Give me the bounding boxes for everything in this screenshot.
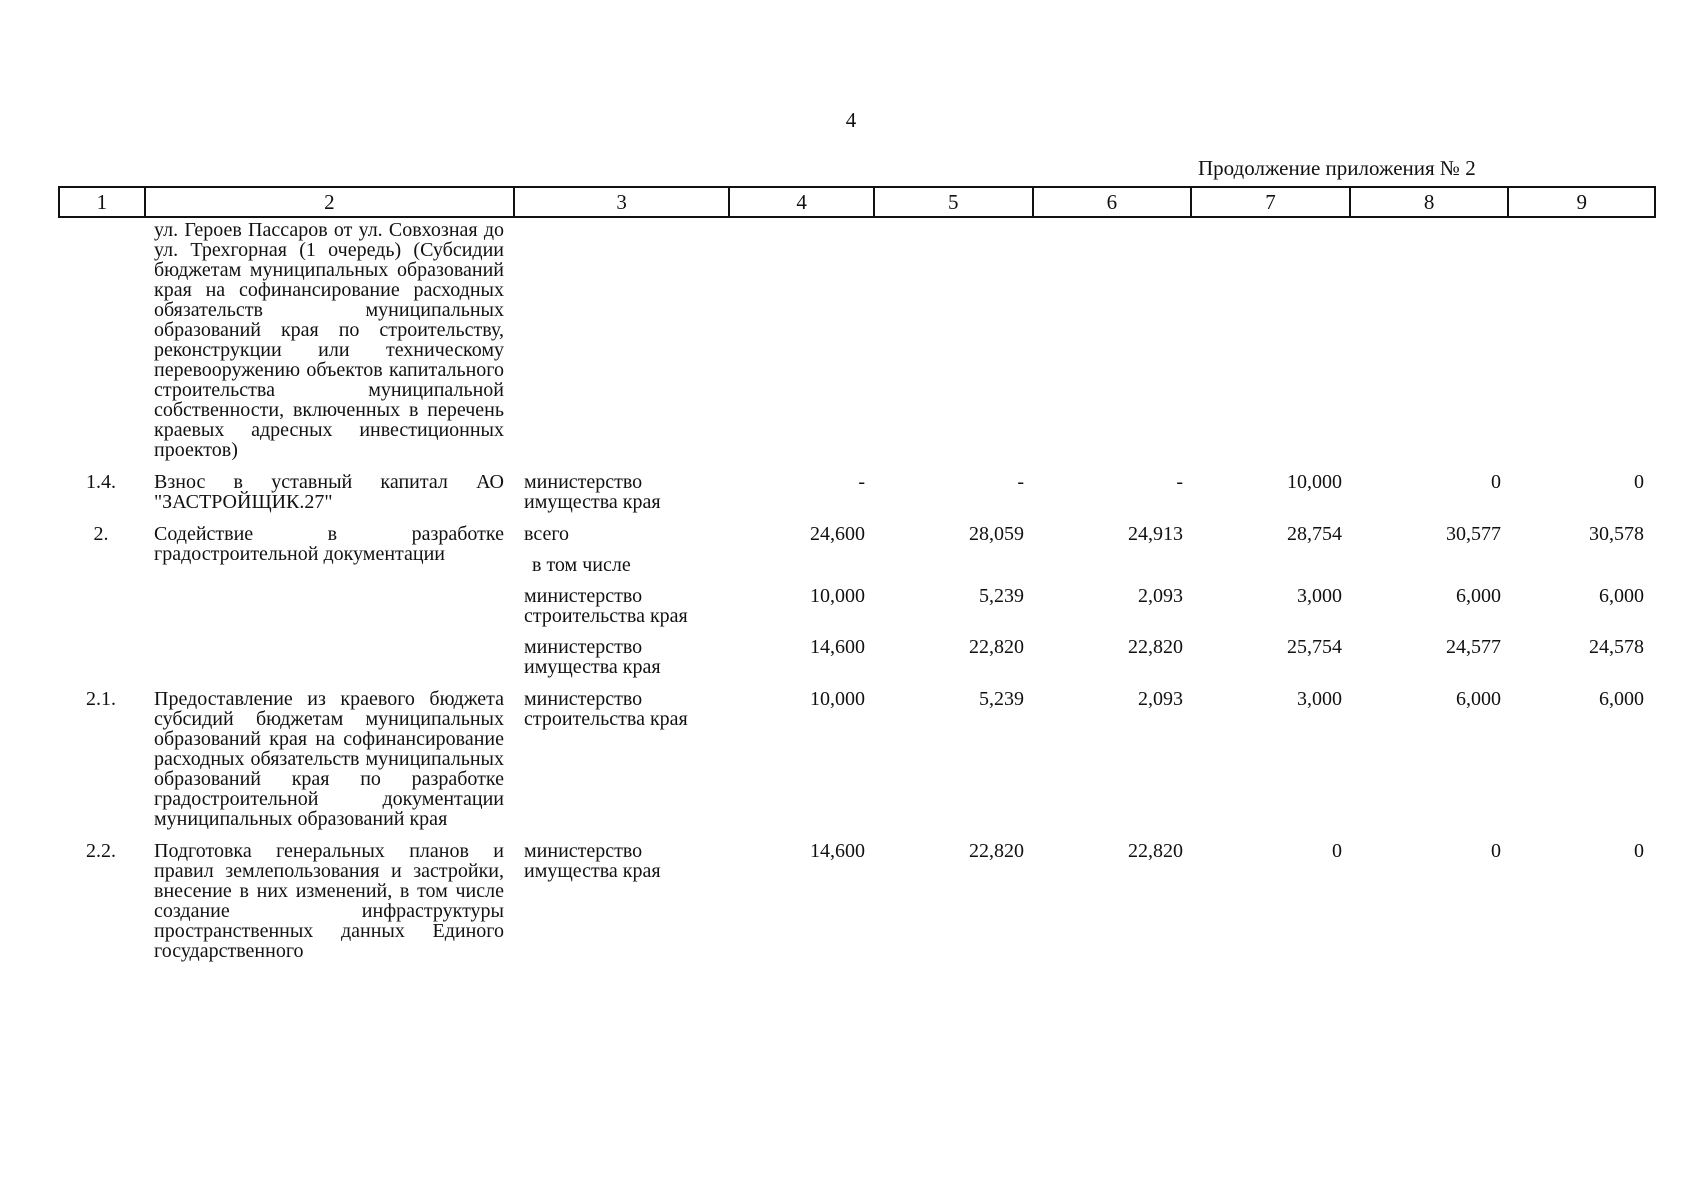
executor: в том числе [532, 554, 631, 576]
value-col-7: 3,000 [1297, 585, 1342, 607]
subrow-total [514, 524, 1656, 544]
column-header-1: 1 [60, 188, 146, 216]
value-col-7: 0 [1332, 840, 1342, 862]
executor: министерство имущества края [524, 471, 661, 513]
column-header-9: 9 [1576, 190, 1587, 214]
value-col-8: 24,577 [1446, 636, 1501, 658]
column-header-8: 8 [1351, 188, 1510, 216]
executor: всего [524, 523, 570, 545]
table-row [58, 524, 1656, 677]
value-col-5: 5,239 [979, 688, 1024, 710]
value-col-4: 24,600 [810, 523, 865, 545]
subrow-executor [514, 637, 1656, 677]
value-col-6: 24,913 [1128, 523, 1183, 545]
value-col-8: 0 [1491, 840, 1501, 862]
value-col-8: 30,577 [1446, 523, 1501, 545]
executor: министерство строительства края [524, 688, 688, 730]
value-col-9: 30,578 [1589, 523, 1644, 545]
column-header-6: 6 [1034, 188, 1193, 216]
executor: министерство строительства края [524, 585, 688, 627]
value-col-6: 2,093 [1138, 688, 1183, 710]
value-col-4: 10,000 [810, 688, 865, 710]
table-row [58, 841, 1656, 961]
executor: министерство имущества края [524, 636, 661, 678]
row-number: 1.4. [86, 471, 116, 493]
value-col-5: 28,059 [969, 523, 1024, 545]
row-number [58, 220, 144, 460]
value-col-5: 22,820 [969, 636, 1024, 658]
table-header-row [58, 186, 1656, 218]
value-col-9: 24,578 [1589, 636, 1644, 658]
subrow-including [514, 555, 1656, 575]
value-col-5: 5,239 [979, 585, 1024, 607]
value-col-4: 14,600 [810, 840, 865, 862]
value-col-9: 0 [1634, 840, 1644, 862]
value-col-6: 22,820 [1128, 840, 1183, 862]
value-col-9: 0 [1634, 471, 1644, 493]
column-header-2: 2 [146, 188, 515, 216]
value-col-9: 6,000 [1599, 585, 1644, 607]
value-col-4: 10,000 [810, 585, 865, 607]
appendix-continuation-label: Продолжение приложения № 2 [1198, 156, 1476, 180]
value-col-6: - [1176, 471, 1183, 493]
measure-name: Содействие в разработке градостроительной документации [154, 523, 504, 565]
table-row [58, 689, 1656, 829]
value-col-8: 6,000 [1456, 688, 1501, 710]
row-number: 2. [93, 523, 109, 545]
table-row [58, 472, 1656, 512]
value-col-5: 22,820 [969, 840, 1024, 862]
row-number: 2.1. [86, 688, 116, 710]
value-col-7: 3,000 [1297, 688, 1342, 710]
executor: министерство имущества края [524, 840, 661, 882]
subrow-executor [514, 586, 1656, 626]
value-col-7: 28,754 [1287, 523, 1342, 545]
value-col-8: 0 [1491, 471, 1501, 493]
column-header-7: 7 [1192, 188, 1351, 216]
value-col-9: 6,000 [1599, 688, 1644, 710]
column-header-4: 4 [730, 188, 875, 216]
value-col-4: 14,600 [810, 636, 865, 658]
measure-name: Предоставление из краевого бюджета субсидий бюджетам муниципальных образований края на софинансирование расходных обязательств муниципальных образований края по разработке градостроительной документации муниципальных образований края [154, 688, 504, 830]
value-col-7: 10,000 [1287, 471, 1342, 493]
table-body [58, 220, 1656, 961]
page-number: 4 [845, 108, 857, 132]
value-col-7: 25,754 [1287, 636, 1342, 658]
measure-name: ул. Героев Пассаров от ул. Совхозная до ул. Трехгорная (1 очередь) (Субсидии бюджетам муниципальных образований края на софинансирование расходных обязательств муниципальных образований края по строительству, реконструкции или техническому перевооружению объектов капитального строительства муниципальной собственности, включенных в перечень краевых адресных инвестиционных проектов) [154, 219, 504, 461]
column-header-5: 5 [875, 188, 1034, 216]
measure-name: Взнос в уставный капитал АО "ЗАСТРОЙЩИК.27" [154, 471, 504, 513]
value-col-6: 22,820 [1128, 636, 1183, 658]
value-col-6: 2,093 [1138, 585, 1183, 607]
column-header-3: 3 [515, 188, 730, 216]
row-number: 2.2. [86, 840, 116, 862]
value-col-5: - [1017, 471, 1024, 493]
value-col-4: - [858, 471, 865, 493]
measure-name: Подготовка генеральных планов и правил землепользования и застройки, внесение в них изменений, в том числе создание инфраструктуры пространственных данных Единого государственного [154, 840, 504, 962]
table-row-continued [58, 220, 1656, 460]
value-col-8: 6,000 [1456, 585, 1501, 607]
